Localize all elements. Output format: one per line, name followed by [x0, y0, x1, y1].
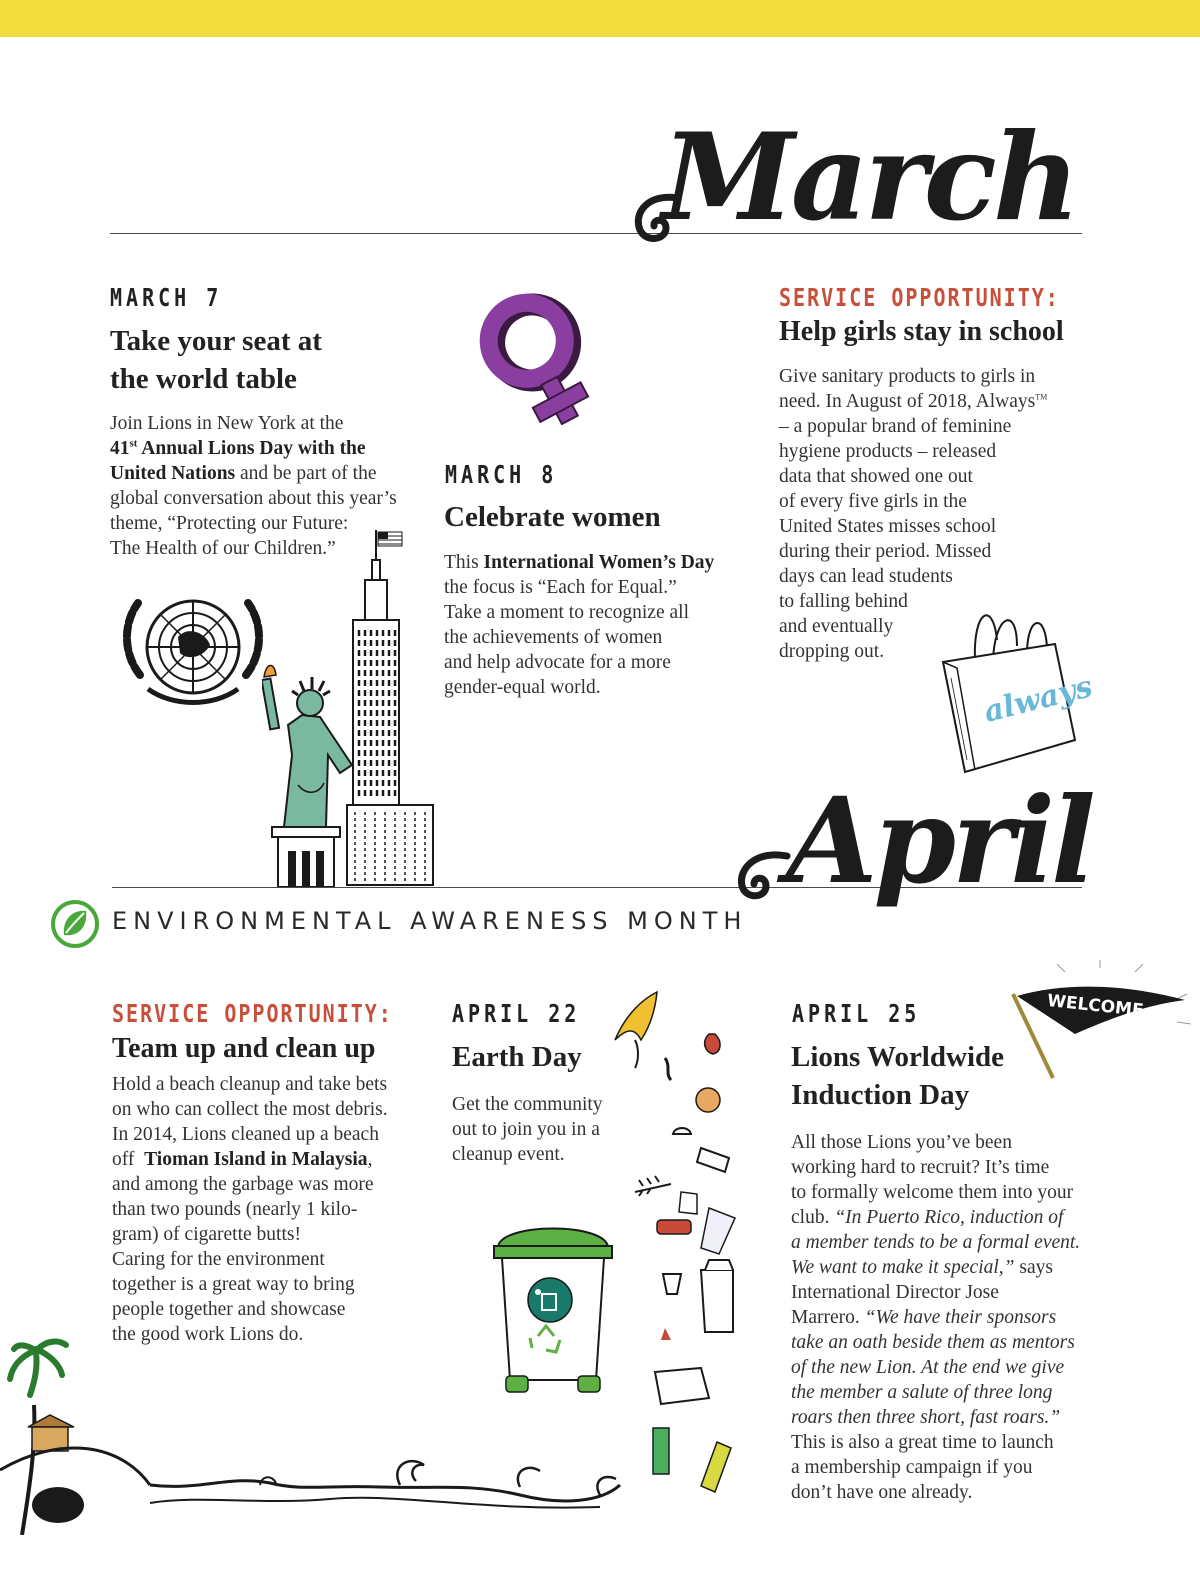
april25-line8-pre: Marrero. [791, 1307, 865, 1328]
april-service-line3: In 2014, Lions cleaned up a beach [112, 1124, 379, 1145]
falling-trash-illustration [605, 988, 755, 1500]
march7-heading-line1: Take your seat at [110, 325, 322, 357]
march8-line4: the achievements of women [444, 627, 663, 648]
april25-line2: working hard to recruit? It’s time [791, 1157, 1050, 1178]
welcome-flag-text: WELCOME [1046, 991, 1145, 1021]
april-title: April [786, 771, 1092, 910]
march8-body [444, 550, 744, 700]
march7-line1: Join Lions in New York at the [110, 413, 344, 434]
march8-line1-bold: International Women’s Day [483, 552, 715, 573]
environmental-awareness-banner: ENVIRONMENTAL AWARENESS MONTH [112, 907, 748, 935]
april22-heading: Earth Day [452, 1041, 582, 1073]
april25-line10 [791, 1355, 1111, 1380]
march8-line3: Take a moment to recognize all [444, 602, 689, 623]
april25-line5 [791, 1230, 1111, 1255]
march7-line2 [110, 436, 430, 461]
march-service-line8: during their period. Missed [779, 541, 992, 562]
april-service-line4 [112, 1147, 432, 1172]
april-service-line2: on who can collect the most debris. [112, 1099, 388, 1120]
april25-line8-italic: “We have their sponsors [864, 1307, 1057, 1328]
april25-line11 [791, 1380, 1111, 1405]
march8-heading: Celebrate women [444, 501, 661, 533]
march-service-heading: Help girls stay in school [779, 316, 1064, 347]
april-service-line4-bold: Tioman Island in Malaysia [144, 1149, 368, 1170]
april25-heading [791, 1038, 1004, 1114]
april25-heading-line1: Lions Worldwide [791, 1041, 1004, 1073]
march7-ordinal-suffix: st [129, 437, 138, 450]
april25-line6 [791, 1255, 1111, 1280]
april-service-line4-post: , [367, 1149, 373, 1170]
april-service-line8: Caring for the environment [112, 1249, 325, 1270]
march8-line6: gender-equal world. [444, 677, 601, 698]
march-service-line3: – a popular brand of feminine [779, 416, 1012, 437]
april-service-line9: together is a great way to bring [112, 1274, 355, 1295]
april22-line2: out to join you in a [452, 1119, 600, 1140]
march7-line4: global conversation about this year’s [110, 488, 397, 509]
april25-line10-italic: of the new Lion. At the end we give [791, 1357, 1065, 1378]
march7-line3 [110, 461, 430, 486]
march8-line2: the focus is “Each for Equal.” [444, 577, 677, 598]
march7-bold2: United Nations [110, 463, 236, 484]
april25-line5-italic: a member tends to be a formal event. [791, 1232, 1081, 1253]
shopping-bag-illustration [935, 600, 1097, 780]
march-service-label: SERVICE OPPORTUNITY: [779, 282, 1060, 312]
march8-line5: and help advocate for a more [444, 652, 671, 673]
march8-line1 [444, 550, 744, 575]
march-service-line6: of every five girls in the [779, 491, 967, 512]
april25-line9-italic: take an oath beside them as mentors [791, 1332, 1075, 1353]
march7-ordinal: 41 [110, 438, 130, 459]
welcome-pennant-illustration [1005, 960, 1195, 1080]
april25-line8 [791, 1305, 1111, 1330]
april-service-body [112, 1072, 432, 1347]
march7-heading-line2: the world table [110, 363, 297, 395]
march-service-line5: data that showed one out [779, 466, 973, 487]
april25-line3: to formally welcome them into your [791, 1182, 1074, 1203]
april-service-heading: Team up and clean up [112, 1033, 376, 1064]
april-service-line5: and among the garbage was more [112, 1174, 374, 1195]
march7-line3-text: and be part of the [235, 463, 377, 484]
march-service-line2-text: need. In August of 2018, Always [779, 391, 1036, 412]
april25-body [791, 1130, 1111, 1505]
april-swirl-ornament [732, 848, 792, 903]
april-service-label: SERVICE OPPORTUNITY: [112, 998, 393, 1028]
april25-line9 [791, 1330, 1111, 1355]
april25-line12 [791, 1405, 1111, 1430]
april-service-line10: people together and showcase [112, 1299, 346, 1320]
march7-heading [110, 322, 322, 398]
april25-heading-line2: Induction Day [791, 1079, 970, 1111]
april25-line12-italic: roars then three short, fast roars.” [791, 1407, 1061, 1428]
april25-line4 [791, 1205, 1111, 1230]
top-color-bar [0, 0, 1200, 37]
april25-line4-italic: “In Puerto Rico, induction of [834, 1207, 1064, 1228]
april25-line4-pre: club. [791, 1207, 835, 1228]
march-service-line10: to falling behind [779, 591, 908, 612]
march-service-line2 [779, 389, 1089, 414]
april25-line6-post: says [1014, 1257, 1053, 1278]
april22-date: APRIL 22 [452, 998, 581, 1028]
recycling-bin-icon [488, 1218, 618, 1398]
march8-date: MARCH 8 [445, 459, 558, 489]
april-service-line1: Hold a beach cleanup and take bets [112, 1074, 388, 1095]
april25-line7: International Director Jose [791, 1282, 999, 1303]
april25-line11-italic: the member a salute of three long [791, 1382, 1053, 1403]
april25-line6-italic: We want to make it special,” [791, 1257, 1015, 1278]
march-service-line11: and eventually [779, 616, 894, 637]
march8-line1-pre: This [444, 552, 484, 573]
april25-line13: This is also a great time to launch [791, 1432, 1054, 1453]
march-service-line12: dropping out. [779, 641, 885, 662]
green-leaf-icon [50, 899, 100, 949]
march-service-line1: Give sanitary products to girls in [779, 366, 1036, 387]
april22-line1: Get the community [452, 1094, 603, 1115]
april25-line14: a membership campaign if you [791, 1457, 1033, 1478]
march7-bold1: Annual Lions Day with the [137, 438, 366, 459]
march-title: March [662, 107, 1077, 248]
april25-line1: All those Lions you’ve been [791, 1132, 1012, 1153]
april-service-line11: the good work Lions do. [112, 1324, 304, 1345]
un-emblem-icon [118, 585, 268, 715]
march-service-line9: days can lead students [779, 566, 953, 587]
april-service-line7: gram) of cigarette butts! [112, 1224, 301, 1245]
april-service-line4-pre: off [112, 1149, 145, 1170]
march-service-line7: United States misses school [779, 516, 997, 537]
march7-line6: The Health of our Children.” [110, 538, 336, 559]
april-service-line6: than two pounds (nearly 1 kilo- [112, 1199, 358, 1220]
april25-line15: don’t have one already. [791, 1482, 973, 1503]
march7-date: MARCH 7 [110, 282, 223, 312]
trademark-mark: TM [1035, 392, 1048, 402]
april25-date: APRIL 25 [792, 998, 921, 1028]
april22-line3: cleanup event. [452, 1144, 565, 1165]
empire-state-building-illustration [345, 530, 440, 888]
venus-symbol-icon [478, 286, 638, 436]
always-brand-logo: always [980, 669, 1097, 730]
march-service-line4: hygiene products – released [779, 441, 997, 462]
march7-line5: theme, “Protecting our Future: [110, 513, 349, 534]
